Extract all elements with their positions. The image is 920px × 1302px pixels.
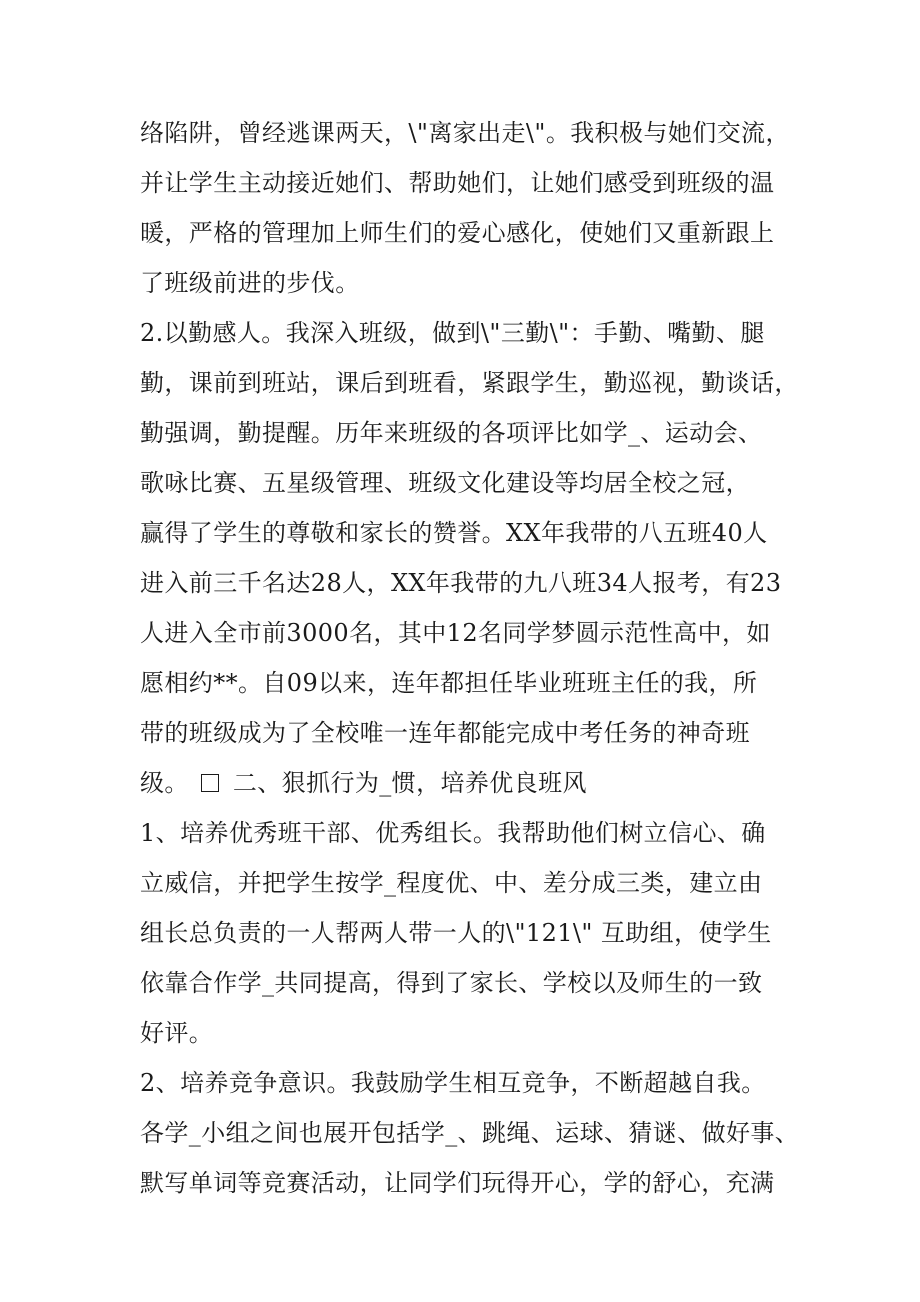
text-line: 带的班级成为了全校唯一连年都能完成中考任务的神奇班 (140, 719, 750, 747)
text-line: 2、培养竞争意识。我鼓励学生相互竞争，不断超越自我。 (140, 1069, 766, 1097)
checkbox-placeholder-icon (201, 774, 219, 792)
text-line: 络陷阱，曾经逃课两天，\"离家出走\"。我积极与她们交流， (140, 119, 790, 147)
text-line: 并让学生主动接近她们、帮助她们，让她们感受到班级的温 (140, 169, 775, 197)
text-line: 组长总负责的一人帮两人带一人的\"121\" 互助组，使学生 (140, 919, 772, 947)
text-line: 暖，严格的管理加上师生们的爱心感化，使她们又重新跟上 (140, 219, 775, 247)
text-line: 勤，课前到班站，课后到班看，紧跟学生，勤巡视，勤谈话， (140, 369, 799, 397)
text-line: 了班级前进的步伐。 (140, 269, 360, 297)
text-line: 1、培养优秀班干部、优秀组长。我帮助他们树立信心、确 (140, 819, 766, 847)
text-line: 勤强调，勤提醒。历年来班级的各项评比如学_、运动会、 (140, 419, 763, 447)
text-line: 默写单词等竞赛活动，让同学们玩得开心，学的舒心，充满 (140, 1169, 775, 1197)
text-line: 好评。 (140, 1019, 214, 1047)
text-line: 2.以勤感人。我深入班级，做到\"三勤\"：手勤、嘴勤、腿 (140, 319, 765, 347)
text-line: 赢得了学生的尊敬和家长的赞誉。XX年我带的八五班40人 (140, 519, 768, 547)
section-heading: 二、狠抓行为_惯，培养优良班风 (232, 769, 587, 797)
text-line: 各学_小组之间也展开包括学_、跳绳、运球、猜谜、做好事、 (140, 1119, 800, 1147)
text-line: 进入前三千名达28人，XX年我带的九八班34人报考，有23 (140, 569, 782, 597)
text-line-with-heading (140, 768, 587, 798)
text-line: 依靠合作学_共同提高，得到了家长、学校以及师生的一致 (140, 969, 763, 997)
text-line: 立威信，并把学生按学_程度优、中、差分成三类，建立由 (140, 869, 763, 897)
text-line: 歌咏比赛、五星级管理、班级文化建设等均居全校之冠， (140, 469, 750, 497)
text-line: 愿相约**。自09以来，连年都担任毕业班班主任的我，所 (140, 669, 758, 697)
text-fragment: 级。 (140, 769, 189, 797)
text-line: 人进入全市前3000名，其中12名同学梦圆示范性高中，如 (140, 619, 771, 647)
